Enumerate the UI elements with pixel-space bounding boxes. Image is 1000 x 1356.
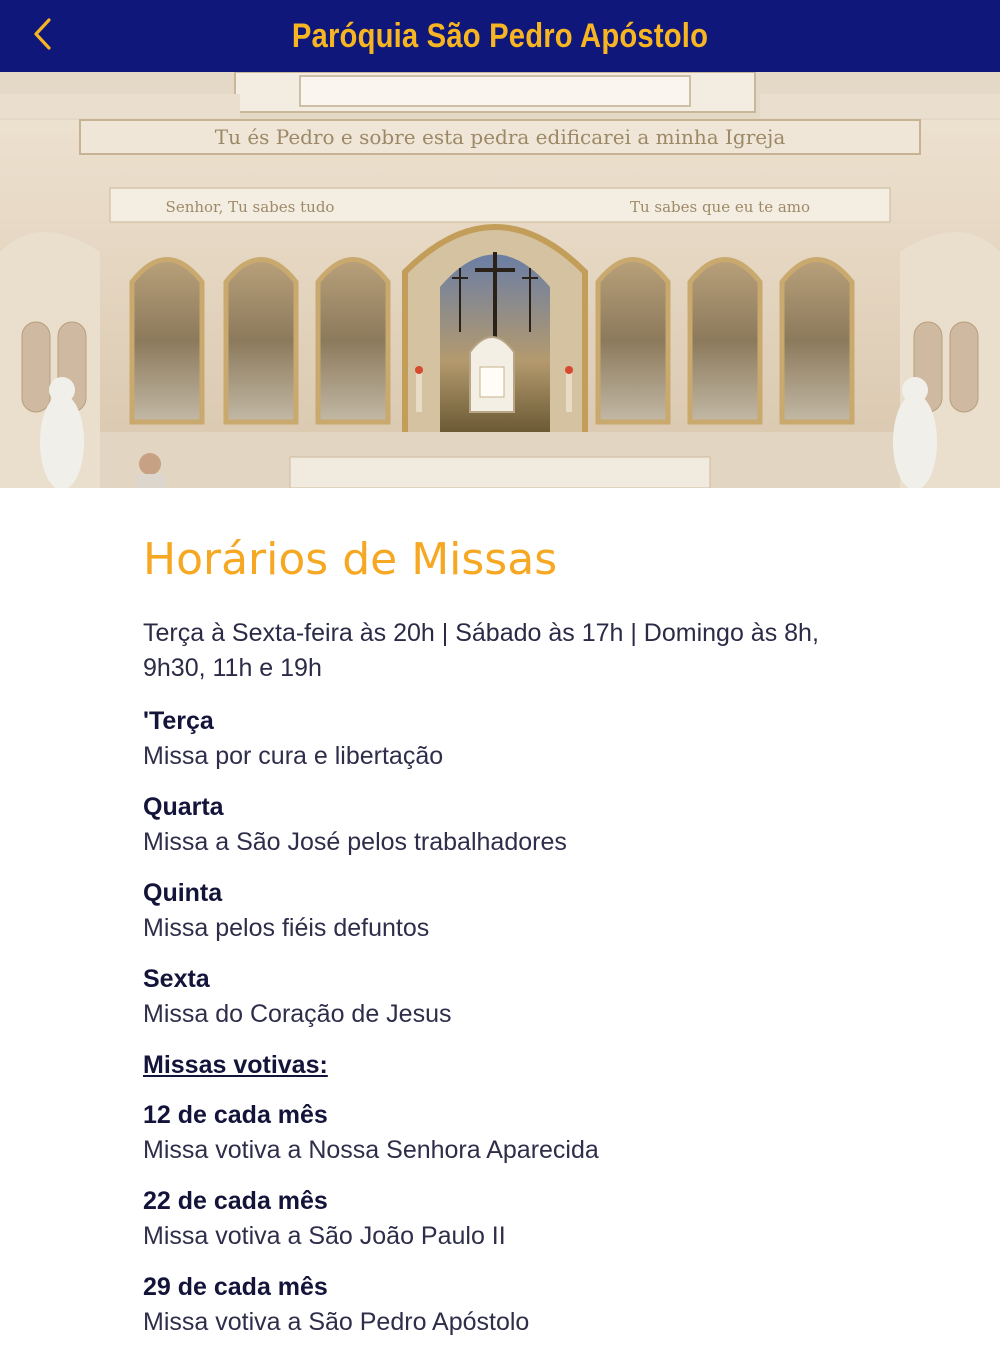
entry-title: Quarta xyxy=(143,793,224,821)
schedule-entry xyxy=(143,876,863,946)
entry-title: 'Terça xyxy=(143,707,214,735)
entry-description: Missa do Coração de Jesus xyxy=(143,1000,452,1028)
votive-masses-list xyxy=(143,1098,863,1340)
app-header xyxy=(0,0,1000,72)
banner-left-text: Senhor, Tu sabes tudo xyxy=(165,198,335,216)
altar-illustration xyxy=(0,72,1000,488)
schedule-entry xyxy=(143,1184,863,1254)
entry-description: Missa pelos fiéis defuntos xyxy=(143,914,430,942)
entry-title: Quinta xyxy=(143,879,223,907)
section-heading: Horários de Missas xyxy=(143,534,558,585)
entry-description: Missa votiva a São Pedro Apóstolo xyxy=(143,1308,530,1336)
schedule-entry xyxy=(143,1098,863,1168)
entry-description: Missa a São José pelos trabalhadores xyxy=(143,828,567,856)
entry-title: 22 de cada mês xyxy=(143,1187,328,1215)
entry-title: Sexta xyxy=(143,965,210,993)
entry-title: 12 de cada mês xyxy=(143,1101,328,1129)
page-title: Paróquia São Pedro Apóstolo xyxy=(291,16,709,55)
entry-description: Missa votiva a Nossa Senhora Aparecida xyxy=(143,1136,599,1164)
entry-description: Missa votiva a São João Paulo II xyxy=(143,1222,506,1250)
chevron-left-icon xyxy=(31,17,53,51)
weekly-masses-list xyxy=(143,704,863,1032)
entry-description: Missa por cura e libertação xyxy=(143,742,444,770)
schedule-summary: Terça à Sexta-feira às 20h | Sábado às 17h | Domingo às 8h, 9h30, 11h e 19h xyxy=(143,619,819,682)
church-altar-image xyxy=(0,72,1000,488)
banner-right-text: Tu sabes que eu te amo xyxy=(629,198,811,216)
entry-title: 29 de cada mês xyxy=(143,1273,328,1301)
frieze-text: Tu és Pedro e sobre esta pedra edificarei a minha Igreja xyxy=(214,125,786,149)
schedule-entry xyxy=(143,962,863,1032)
votive-masses-label: Missas votivas: xyxy=(143,1051,328,1079)
schedule-entry xyxy=(143,1270,863,1340)
mass-schedule xyxy=(143,530,863,1356)
schedule-entry xyxy=(143,790,863,860)
back-button[interactable] xyxy=(22,12,62,56)
schedule-entry xyxy=(143,704,863,774)
